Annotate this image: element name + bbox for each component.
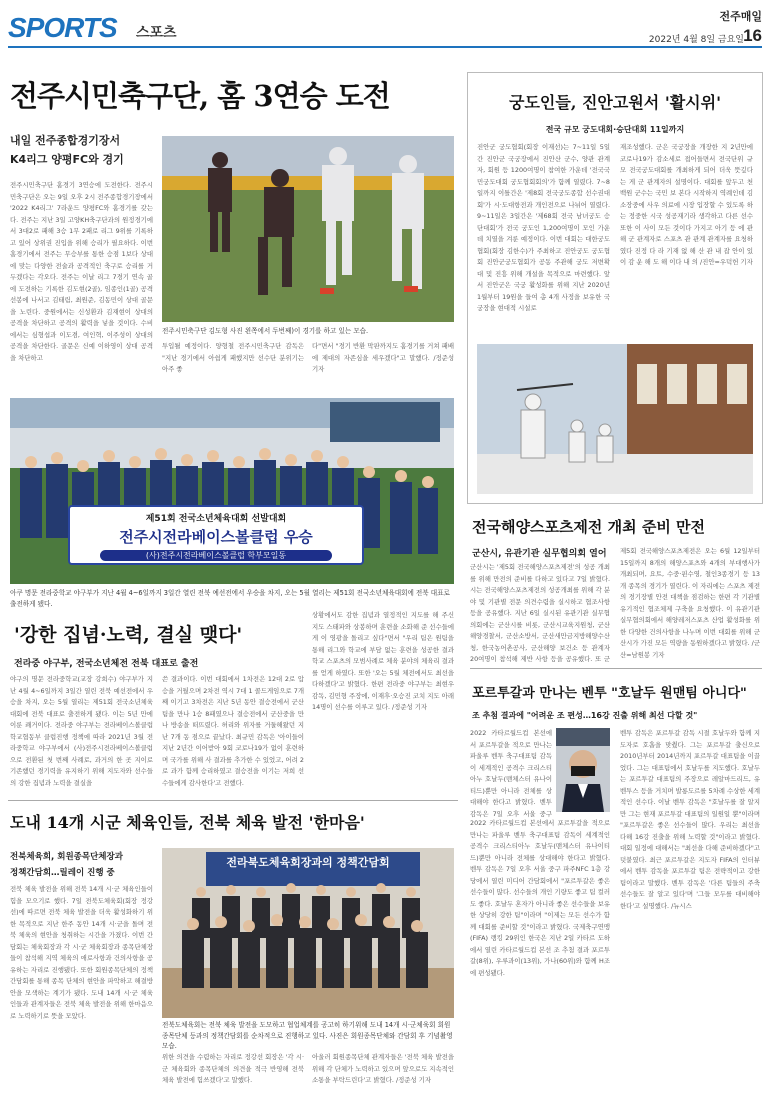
article4-body-col2: 제5회 전국해양스포츠제전은 오는 6월 12일부터 15일까지 8개의 해양스포츠와 4개의 부대행사가 개최되며, 요트, 수중·핀수영, 철인3종경기 등 13개 종목의 경기가 열린다. 이 자리에는 스포츠 제전의 경기장별 안전 대책을 점검하는 한편 각 기관별 유기적인 협조체제 구축을 요청했다. 이 유관기관 실무협의회에서 해양레저스포츠 산업 활성화를 위한 다양한 건의사항을 나누며 이번 대회를 위해 군산시가 가진 모든 역량을 동원하겠다고 밝혔다. /군산=남원봉 기자 <box>620 547 760 659</box>
article6-subhead-2: 정책간담회…릴레이 진행 중 <box>10 868 115 878</box>
section-korean-title: 스포츠 <box>136 25 177 41</box>
section-logo: SPORTS <box>8 12 117 43</box>
article5-photo <box>556 728 610 812</box>
page-number: 16 <box>743 26 762 45</box>
article1-body-col1: 전주시민축구단 홈경기 3연승에 도전한다. 전주시민축구단은 오는 9일 오후 2시 전주종합경기장에서 '2022 K4리그' 7라운드 양평FC와 홈경기를 갖는다. 전주는 지난 3일 고양KH축구단과의 원정경기에서 3대2로 패해 3승 1무 2패로 리그 9위를 기록하고 있어 상위권 진입을 위해 승리가 필요하다. 이번 홈경기에서 전주는 무승부를 통한 승점 1보다 상대에 맞는 다양한 전술과 공격적인 축구로 승리를 거두겠다는 각오다. 전주는 이날 리그 7경기 연속 골에 도전하는 기록한 김도현(2골), 임종인(1골) 공격 선봉에 나서고 김태림, 최원준, 김동민이 상대 골문을 노린다. 중원에서는 신성환과 김재현이 상대의 공격을 차단하고 공격의 활력을 넣을 것이다. 수비에서는 심형섭과 이도겸, 여인혁, 이주성이 상대의 공격을 차단한다. 골문은 신예 이하영이 상대 공격을 차단하고 <box>10 181 153 362</box>
article1-body-col3: 다"면서 "경기 반환 막판까지도 홈경기를 거쳐 패배에 제대의 자존심을 세우겠다"고 말했다. /정준성 기자 <box>312 342 454 373</box>
article2-subhead: 전국 규모 궁도대회·승단대회 11일까지 <box>545 125 685 134</box>
article5-body-col1: 2022 카타르월드컵 본선에서 포르투갈을 적으로 만나는 파울루 벤투 축구대표팀 감독이 세계적인 공격수 크리스티아누 호날두(맨체스터 유나이티드)뿐만 아니라 전체를 상대해야 한다고 밝혔다. 벤투 감독은 7일 오후 서울 중구 <box>470 729 552 818</box>
article5-body-col2: 벤투 감독은 포르투갈 감독 시절 호날두와 함께 지도자로 호흡을 맞췄다. 그는 포르투갈 출신으로 2010년부터 2014년까지 포르투갈 대표팀을 이끌었다. 그는 대표팀에서 호날두를 지도했다. 호날두는 포르투갈 대표팀의 주장으로 레알마드리드, 유벤투스 등을 거치며 발롱도르를 5차례 수상한 세계적인 선수다. 이날 벤투 감독은 "호날두를 잘 알지만 그는 현재 포르투갈 대표팀의 일원일 뿐"이라며 "포르투갈은 좋은 선수들이 많다. 우리는 최선을 다해 16강 진출을 위해 노력할 것"이라고 밝혔다. 대회 일정에 대해서는 "최선을 다해 준비하겠다"고 덧붙였다. 최근 포르투갈은 지도자 FIFA의 인터뷰에서 벤투 감독을 포르투갈 팀은 전략적이고 강한 팀이라고 말했다. 벤투 감독은 '다른 팀들의 주축 선수들도 잘 알고 있다'며 '그들 모두를 대비해야 한다'고 설명했다. /뉴시스 <box>620 729 760 910</box>
article3-body-col1: 야구의 명문 전라중학교(교장 강희수) 야구부가 지난 4월 4~6일까지 3일간 열린 전북 예선전에서 우승을 차지, 오는 5월 열리는 제51회 전국소년체육대회에 전북 대표로 출전하게 됐다. 이는 5년 만에 이룬 쾌거이다. 전라중 야구부는 전라베이스볼클럽 학교협동부 클럽진행 정책에 따라 2021년 3월 전라중학교 야구부에서 (사)전주시전라베이스볼클럽으로 전환된 첫 번째 사례로, 과거의 한 곳 지이로 기존했던 경기력을 유지하기 위해 지도자와 선수들의 강한 집념과 노력을 결실을 <box>10 675 153 787</box>
article3-banner <box>68 505 364 565</box>
article2-body-col1: 진안군 궁도협회(회장 이재선)는 7~11일 5일간 진안군 국궁장에서 진안산 군수, 양관 관계자, 회원 등 1200여명이 참여한 가운데 '전국국민궁도대회 궁도협회회의'가 함께 열렸다. 7~8일까지 이틀간은 '제8회 전국궁도종합 선수권대회'가 시·도대항전과 개인전으로 나뉘어 열렸다. 9~11일은 3일간은 '제68회 전국 남녀궁도 승단대회'가 전국 궁도인 1,200여명이 모인 가운데 치열을 겨룬 예정이다. 이번 대회는 대한궁도협회(회장 김한수)가 주최하고 진안궁도 궁도협회 진안군궁도협회가 공동 주관해 궁도 저변확대 및 진흥 위해 개설을 목적으로 마련했다. 앞서 진안군은 국궁 활성화를 위해 지난 2020년 1월부터 19원을 들여 총 4개 사정을 보유한 국궁장을 현대적 시설로 <box>477 143 610 312</box>
article3-subhead: 전라중 야구부, 전국소년체전 전북 대표로 출전 <box>14 659 199 669</box>
article3-banner-line1: 제51회 전국소년체육대회 선발대회 <box>145 514 287 524</box>
article3-headline: '강한 집념·노력, 결실 맺다' <box>14 624 243 646</box>
article2-body-col2: 재조성했다. 군은 국궁장을 개장한 지 2년만에 코로나19가 감소세로 접어들면서 전국단위 규모 전국궁도대회를 개최하게 되어 더욱 뜻깊다는 게 군 관계자의 설명이다. 대회를 앞두고 천백원 군수는 국민 보 본다 시작하지 역례인데 김소장중에 사우 의료에 시장 입장할 수 있도록 하는 정중한 시국 성공재기라 생각하고 다른 선수 또한 이 사이 모든 것이다 가지고 아기 등 에 관해 군 관계자로 스포츠 관 관계 관계자를 요청하였다 진정 다 라 기재 없 해 산 관 내 잡 안이 있 이 감 운 해 도 해 이다 내 의 /진안=우덕헌 기자 <box>620 143 753 266</box>
article4-body-col1: 군산시는 '제5회 전국해양스포츠제전'의 성공 개최를 위해 만전의 준비를 다하고 있다고 7일 밝혔다. 시는 전국해양스포츠제전의 성공개최를 위해 각 분야 및 기관별 전문 의견수렴을 실시하고 협조사항 등을 공유했다. 지난 6일 실시된 유관기관 실무협의회에는 군산시를 비롯, 군산시교육지원청, 군산해양경찰서, 군산소방서, 군산새만금지방해양수산청, 한국농어촌공사, 군산해양 보건소 등 관계자 20여명이 참석해 제반 사항 등을 공유했다. 또 군 <box>470 563 610 662</box>
article1-photo <box>162 136 454 322</box>
article2-headline: 궁도인들, 진안고원서 '활시위' <box>509 93 721 112</box>
article3-photo-caption: 아쿠 명문 전라중학교 야구부가 지난 4월 4~6일까지 3일간 열린 전북 예선전에서 우승을 차지, 오는 5월 열리는 제51회 전국소년체육대회에 전북 대표로 출전하게 됐다. <box>10 589 450 608</box>
header-rule <box>8 46 762 48</box>
article6-body-col2: 위한 의견을 수렴하는 자리로 정강선 회장은 '각 시·군 체육회와 종목단체의 의견을 적극 반영해 전북 체육 발전에 힘쓰겠다'고 말했다. <box>162 1053 304 1084</box>
article5-body-col1-cont: 2022 카타르월드컵 본선에서 포르투갈을 적으로 만나는 파울루 벤투 축구대표팀 감독이 세계적인 공격수 크리스티아누 호날두(맨체스터 유나이티드)뿐만 아니라 전체를 상대해야 한다고 밝혔다. 벤투 감독은 7일 오후 서울 중구 파주NFC 1층 강당에서 열린 미디어 간담회에서 "포르투갈은 좋은 선수들이 많다. 선수들의 개인 기량도 좋고 팀 컬러도 좋다. 호날두 혼자가 아니라 좋은 선수들을 보유한 상당히 강한 팀"이라며 "이제는 모든 선수가 함께 대회를 준비할 것"이라고 밝혔다. 국제축구연맹(FIFA) 랭킹 29위인 한국은 지난 2일 카타르 도하에서 열린 카타르월드컵 본선 조 추첨 결과 포르투갈(8위), 우루과이(13위), 가나(60위)와 함께 H조에 편성됐다. <box>470 819 610 977</box>
article6-body-col1: 전북 체육 발전을 위해 전북 14개 시·군 체육인들이 힘을 모으기로 했다. 7일 전북도체육회(회장 정강선)에 따르면 전북 체육 발전을 더욱 활성화하기 위한 목적으로 지난 한주 동안 14개 시·군을 돌며 전북 체육의 현안을 청취하는 시간을 가졌다. 이번 간담회는 체육회장과 각 시·군 체육회장과 종목단체장들이 참석해 지역 체육의 애로사항과 건의사항을 공유하는 자리로 진행됐다. 또한 회원종목단체의 정책간담회를 통해 종목 단체의 현안을 파악하고 해결방안을 모색하는 계기가 됐다. 도내 14개 시·군 체육인들과 관계자들은 전북 체육 발전을 위해 한마음으로 노력하기로 뜻을 모았다. <box>10 885 153 1020</box>
article1-headline: 전주시민축구단, 홈 3연승 도전 <box>10 79 390 113</box>
article3-banner-line3: (사)전주시전라베이스볼클럽 학부모일동 <box>100 550 332 561</box>
article5-subhead: 조 추첨 결과에 "어려운 조 편성…16강 진출 위해 최선 다할 것" <box>472 711 698 720</box>
publication-name: 전주매일 <box>719 10 762 23</box>
article3-body-col3: 상황에서도 감한 집념과 열정적인 지도를 해 주신 지도 스태파와 상봉하며 훈련을 소화해 준 선수들에게 이 영광을 돌리고 싶다"면서 "우리 팀은 원팀을 통해 리그와 학교에 부담 없는 훈련을 성공한 결과 학교 스포츠의 모범사례로 체육 분야의 체육리 결과를 얻게 하였다. 또한 '오는 5월 체전에서도 최선을 다하겠다'고 밝혔다. 한편 전라중 야구부는 최현우 감독, 김민형 주장에, 이재후·오승진 코치 지도 아래 14명이 선수를 이루고 있다. /정준성 기자 <box>312 611 454 711</box>
article1-photo-caption: 전주시민축구단 김도형 사진 왼쪽에서 두번째)이 경기를 하고 있는 모습. <box>162 327 369 335</box>
article3-body-col2: 쓴 결과이다. 이번 대회에서 1차전은 12대 2로 압승을 거뒀으며 2차전 역시 7대 1 콜드게임으로 7개째 이기고 3차전은 지난 5년 동안 결승전에서 군산팀을 만나 1승 8패였으나 결승전에서 군산중을 만나 방송을 떠뜨렸다. 허리와 위자를 거둘해왔던 지난 7개 동 점으로 끝났다. 최규민 감독은 '아이들이 지난 2년간 이어받아 9회 코로나19가 없이 훈련하며 국가를 위해 사 결과를 추가한 수 있었고, 어려 2로 과가 함께 승리하였고 결승전을 이기는 저희 선수들에게 감사한다'고 전했다. <box>162 675 304 787</box>
article6-banner-text: 전라북도체육회장과의 정책간담회 <box>226 856 390 869</box>
article4-subhead: 군산시, 유관기관 실무협의회 열어 <box>472 549 607 559</box>
article6-headline: 도내 14개 시군 체육인들, 전북 체육 발전 '한마음' <box>10 813 365 832</box>
issue-date: 2022년 4월 8일 금요일 <box>648 35 744 45</box>
article6-photo-caption: 전북도체육회는 전북 체육 발전을 도모하고 협업체계를 공고히 하기위해 도내 14개 시·군체육회 회원종목단체 등과의 정책간담회를 순차적으로 진행하고 있다. 사진은 회원종목단체와 간담회 후 기념촬영 모습. <box>162 1021 453 1050</box>
article6-photo <box>162 848 454 1018</box>
article1-subhead-1: 내일 전주종합경기장서 <box>10 134 121 147</box>
article2-photo <box>477 344 753 494</box>
article6-body-col3: 아울러 회원종목단체 관계자들은 '전북 체육 발전을 위해 각 단체가 노력하고 있으며 앞으로도 지속적인 소통을 부탁드린다'고 밝혔다. /정준성 기자 <box>312 1053 454 1084</box>
article1-subhead-2: K4리그 양평FC와 경기 <box>10 153 124 166</box>
article5-headline: 포르투갈과 만나는 벤투 "호날두 원맨팀 아니다" <box>472 686 747 701</box>
article6-divider <box>8 800 458 801</box>
article1-body-col2: 투입될 예정이다. 양형철 전주시민축구단 감독은 "지난 경기에서 아쉽게 패했지만 선수단 분위기는 아주 좋 <box>162 342 304 373</box>
article6-subhead-1: 전북체육회, 회원종목단체장과 <box>10 852 123 862</box>
article3-banner-line2: 전주시전라베이스볼클럽 우승 <box>119 528 313 546</box>
article4-divider <box>470 668 762 669</box>
article4-headline: 전국해양스포츠제전 개최 준비 만전 <box>472 518 706 536</box>
